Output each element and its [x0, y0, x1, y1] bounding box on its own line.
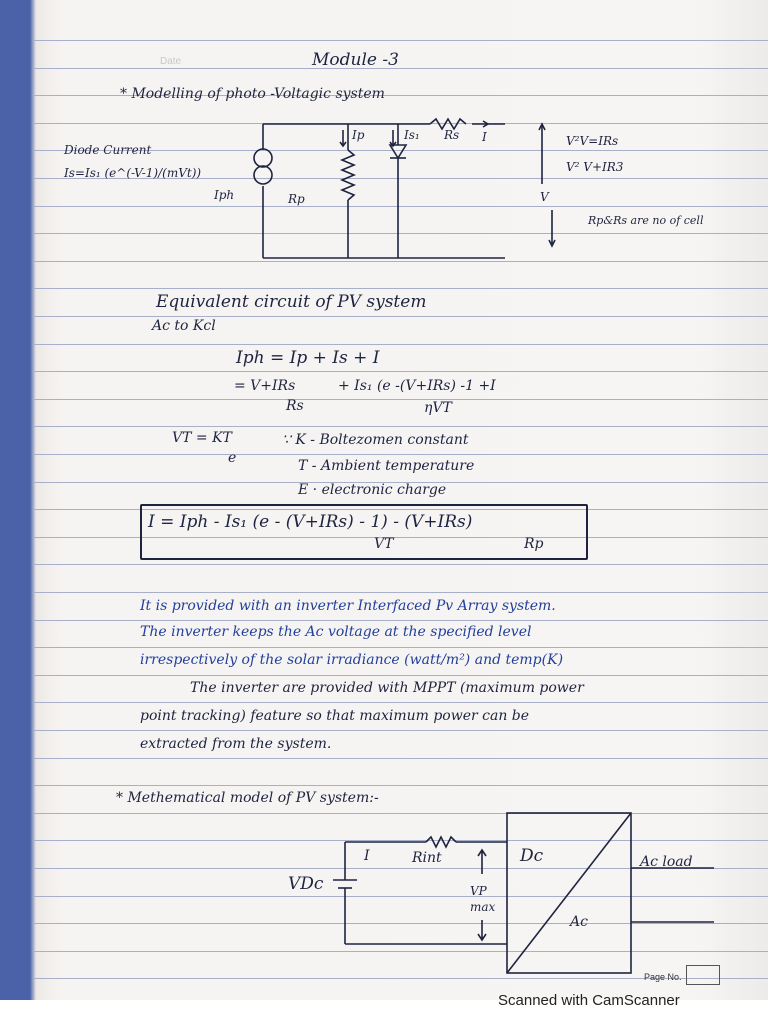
- section3-title: * Methematical model of PV system:-: [116, 790, 379, 806]
- e-definition: E · electronic charge: [298, 482, 447, 498]
- page-number-label: Page No.: [644, 972, 682, 982]
- equivalent-circuit-title: Equivalent circuit of PV system: [156, 292, 427, 312]
- paragraph-line-2: The inverter keeps the Ac voltage at the specified level: [140, 624, 532, 640]
- t-definition: T - Ambient temperature: [298, 458, 475, 474]
- max-label: max: [470, 900, 496, 914]
- ip-label: Ip: [352, 128, 365, 142]
- ac-load-label: Ac load: [640, 854, 693, 870]
- eq-v1: V²V=IRs: [566, 134, 619, 148]
- page-number-box: [686, 965, 720, 985]
- rp-label: Rp: [288, 192, 305, 206]
- date-label: Date: [160, 56, 182, 67]
- vp-label: VP: [470, 884, 487, 898]
- vdc-label: VDc: [288, 874, 324, 894]
- paragraph-line-5: point tracking) feature so that maximum power can be: [140, 708, 530, 724]
- paragraph-line-1: It is provided with an inverter Interfaced Pv Array system.: [140, 598, 556, 614]
- vt-equation: VT = KT: [172, 430, 232, 446]
- circuit-diagram-2: [333, 813, 714, 973]
- eq2-lhs: = V+IRs: [234, 378, 296, 394]
- iph-label: Iph: [214, 188, 235, 202]
- kcl-label: Ac to Kcl: [152, 318, 216, 334]
- boxed-denominator-1: VT: [374, 536, 394, 552]
- paragraph-line-3: irrespectively of the solar irradiance (watt/m²) and temp(K): [140, 652, 564, 668]
- v-label: V: [540, 190, 549, 204]
- dc-label: Dc: [520, 846, 544, 866]
- kcl-equation: Iph = Ip + Is + I: [236, 348, 380, 368]
- paragraph-line-4: The inverter are provided with MPPT (maximum power: [190, 680, 584, 696]
- rs-label: Rs: [444, 128, 460, 142]
- is1-label: Is₁: [404, 128, 420, 142]
- section1-title: * Modelling of photo -Voltagic system: [120, 86, 385, 102]
- camscanner-watermark: Scanned with CamScanner: [498, 992, 680, 1009]
- i-label: I: [482, 130, 487, 144]
- diode-current-label: Diode Current: [64, 143, 152, 157]
- ac-label: Ac: [570, 914, 588, 930]
- eq2-denominator-2: ηVT: [424, 400, 452, 416]
- rint-label: Rint: [412, 850, 442, 866]
- module-heading: Module -3: [312, 50, 399, 70]
- paragraph-line-6: extracted from the system.: [140, 736, 332, 752]
- eq-v2: V² V+IR3: [566, 160, 624, 174]
- vt-denominator: e: [228, 450, 237, 466]
- eq2-rest: + Is₁ (e -(V+IRs) -1 +I: [338, 378, 496, 394]
- is-formula: Is=Is₁ (e^(-V-1)/(mVt)): [64, 166, 202, 180]
- rp-rs-note: Rp&Rs are no of cell: [588, 214, 704, 227]
- boxed-equation-main: I = Iph - Is₁ (e - (V+IRs) - 1) - (V+IRs): [148, 512, 473, 532]
- eq2-denominator: Rs: [286, 398, 304, 414]
- current-i-label: I: [364, 848, 370, 864]
- k-definition: ∵ K - Boltezomen constant: [282, 432, 469, 448]
- boxed-denominator-2: Rp: [524, 536, 544, 552]
